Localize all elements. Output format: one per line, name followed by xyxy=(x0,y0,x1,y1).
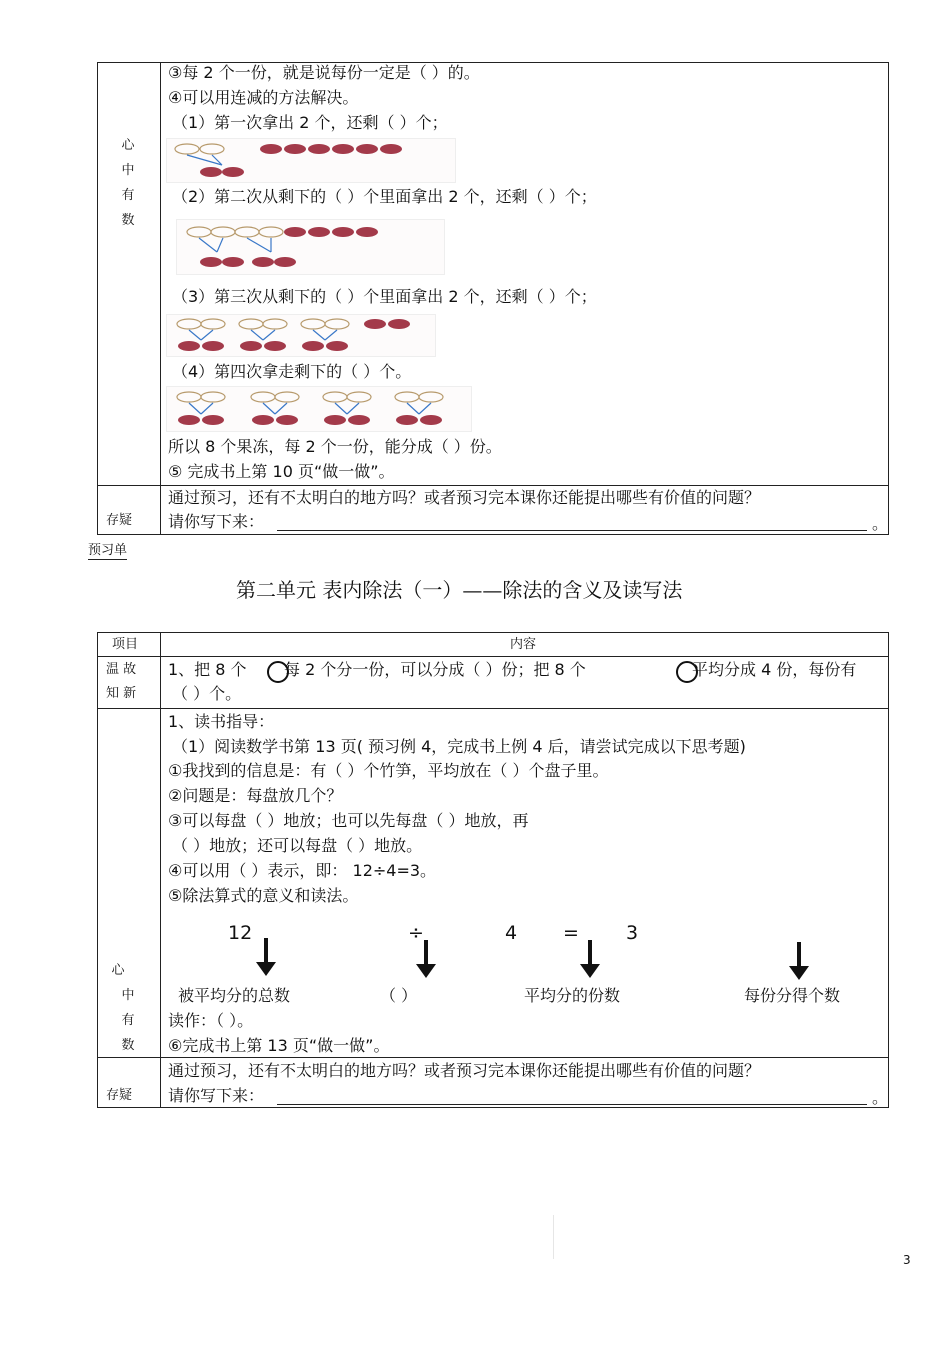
arrow-down-icon xyxy=(414,940,438,980)
arrow-down-icon xyxy=(787,942,811,982)
header-content: 内容 xyxy=(510,637,537,652)
step-2: （2）第二次从剩下的（ ）个里面拿出 2 个，还剩（ ）个； xyxy=(172,187,597,206)
side-label-shu: 数 xyxy=(121,1038,135,1053)
guide-title: 1、读书指导： xyxy=(168,712,275,731)
step-1: （1）第一次拿出 2 个，还剩（ ）个； xyxy=(172,113,448,132)
eq-quotient: 3 xyxy=(626,922,639,944)
label-quotient: 每份分得个数 xyxy=(744,986,841,1005)
review-line-part-b: 每 2 个分一份，可以分成（ ）份；把 8 个 xyxy=(284,660,586,679)
arrow-down-icon xyxy=(578,940,602,980)
guide-line-1: （1）阅读数学书第 13 页( 预习例 4，完成书上例 4 后，请尝试完成以下思考题) xyxy=(172,737,746,756)
side-label-shu: 数 xyxy=(121,213,135,228)
eq-equals: = xyxy=(563,922,579,944)
exercise-line: ⑥完成书上第 13 页“做一做”。 xyxy=(168,1036,390,1055)
side-label-you: 有 xyxy=(121,1013,135,1028)
review-label-1: 温 故 xyxy=(106,662,137,677)
eq-divisor: 4 xyxy=(505,922,518,944)
line-5: ⑤ 完成书上第 10 页“做一做”。 xyxy=(168,462,395,481)
eq-dividend: 12 xyxy=(228,922,253,944)
unit-title: 第二单元 表内除法（一）——除法的含义及读写法 xyxy=(236,578,683,602)
conclusion-line: 所以 8 个果冻，每 2 个一份，能分成（ ）份。 xyxy=(168,437,502,456)
jelly-picture-4 xyxy=(166,386,472,432)
side-label-zhong: 中 xyxy=(121,988,135,1003)
guide-line-6: ④可以用（ ）表示，即： 12÷4=3。 xyxy=(168,861,437,880)
side-label-xin: 心 xyxy=(121,138,135,153)
step-4: （4）第四次拿走剩下的（ ）个。 xyxy=(172,362,412,381)
guide-line-5: （ ）地放；还可以每盘（ ）地放。 xyxy=(172,836,423,855)
jelly-picture-3 xyxy=(166,314,436,357)
doubt-period: 。 xyxy=(872,1088,889,1107)
label-dividend: 被平均分的总数 xyxy=(178,986,291,1005)
doubt-write-label: 请你写下来： xyxy=(168,1086,265,1105)
doubt-question: 通过预习，还有不太明白的地方吗？或者预习完本课你还能提出哪些有价值的问题？ xyxy=(168,1061,761,1080)
doubt-write-line[interactable] xyxy=(277,530,867,531)
doubt-write-line[interactable] xyxy=(277,1104,867,1105)
side-label-you: 有 xyxy=(121,188,135,203)
line-3: ③每 2 个一份，就是说每份一定是（ ）的。 xyxy=(168,63,480,82)
doubt-label: 存疑 xyxy=(106,1088,133,1103)
doubt-label: 存疑 xyxy=(106,513,133,528)
jelly-picture-1 xyxy=(166,138,456,183)
eq-divide-sign: ÷ xyxy=(408,922,424,944)
page-label: 预习单 xyxy=(88,539,127,560)
review-line-part-c: 平均分成 4 份，每份有 xyxy=(692,660,857,679)
doubt-question: 通过预习，还有不太明白的地方吗？或者预习完本课你还能提出哪些有价值的问题？ xyxy=(168,488,761,507)
guide-line-7: ⑤除法算式的意义和读法。 xyxy=(168,886,359,905)
header-item: 项目 xyxy=(112,637,139,652)
doubt-period: 。 xyxy=(872,514,889,533)
review-line-part-a: 1、把 8 个 xyxy=(168,660,247,679)
guide-line-3: ②问题是：每盘放几个？ xyxy=(168,786,343,805)
label-divisor: 平均分的份数 xyxy=(524,986,621,1005)
doubt-write-label: 请你写下来： xyxy=(168,512,265,531)
review-label-2: 知 新 xyxy=(106,686,137,701)
faint-divider xyxy=(553,1215,554,1259)
line-4: ④可以用连减的方法解决。 xyxy=(168,88,359,107)
review-line-2: （ ）个。 xyxy=(172,684,242,703)
arrow-down-icon xyxy=(254,938,278,978)
read-as-line: 读作：（ ）。 xyxy=(168,1011,254,1030)
side-label-xin: 心 xyxy=(111,963,125,978)
guide-line-2: ①我找到的信息是：有（ ）个竹笋，平均放在（ ）个盘子里。 xyxy=(168,761,609,780)
jelly-picture-2 xyxy=(176,219,445,275)
step-3: （3）第三次从剩下的（ ）个里面拿出 2 个，还剩（ ）个； xyxy=(172,287,597,306)
label-sign-blank: （ ） xyxy=(380,986,418,1005)
page-number: 3 xyxy=(903,1253,911,1267)
side-label-zhong: 中 xyxy=(121,163,135,178)
guide-line-4: ③可以每盘（ ）地放；也可以先每盘（ ）地放，再 xyxy=(168,811,529,830)
